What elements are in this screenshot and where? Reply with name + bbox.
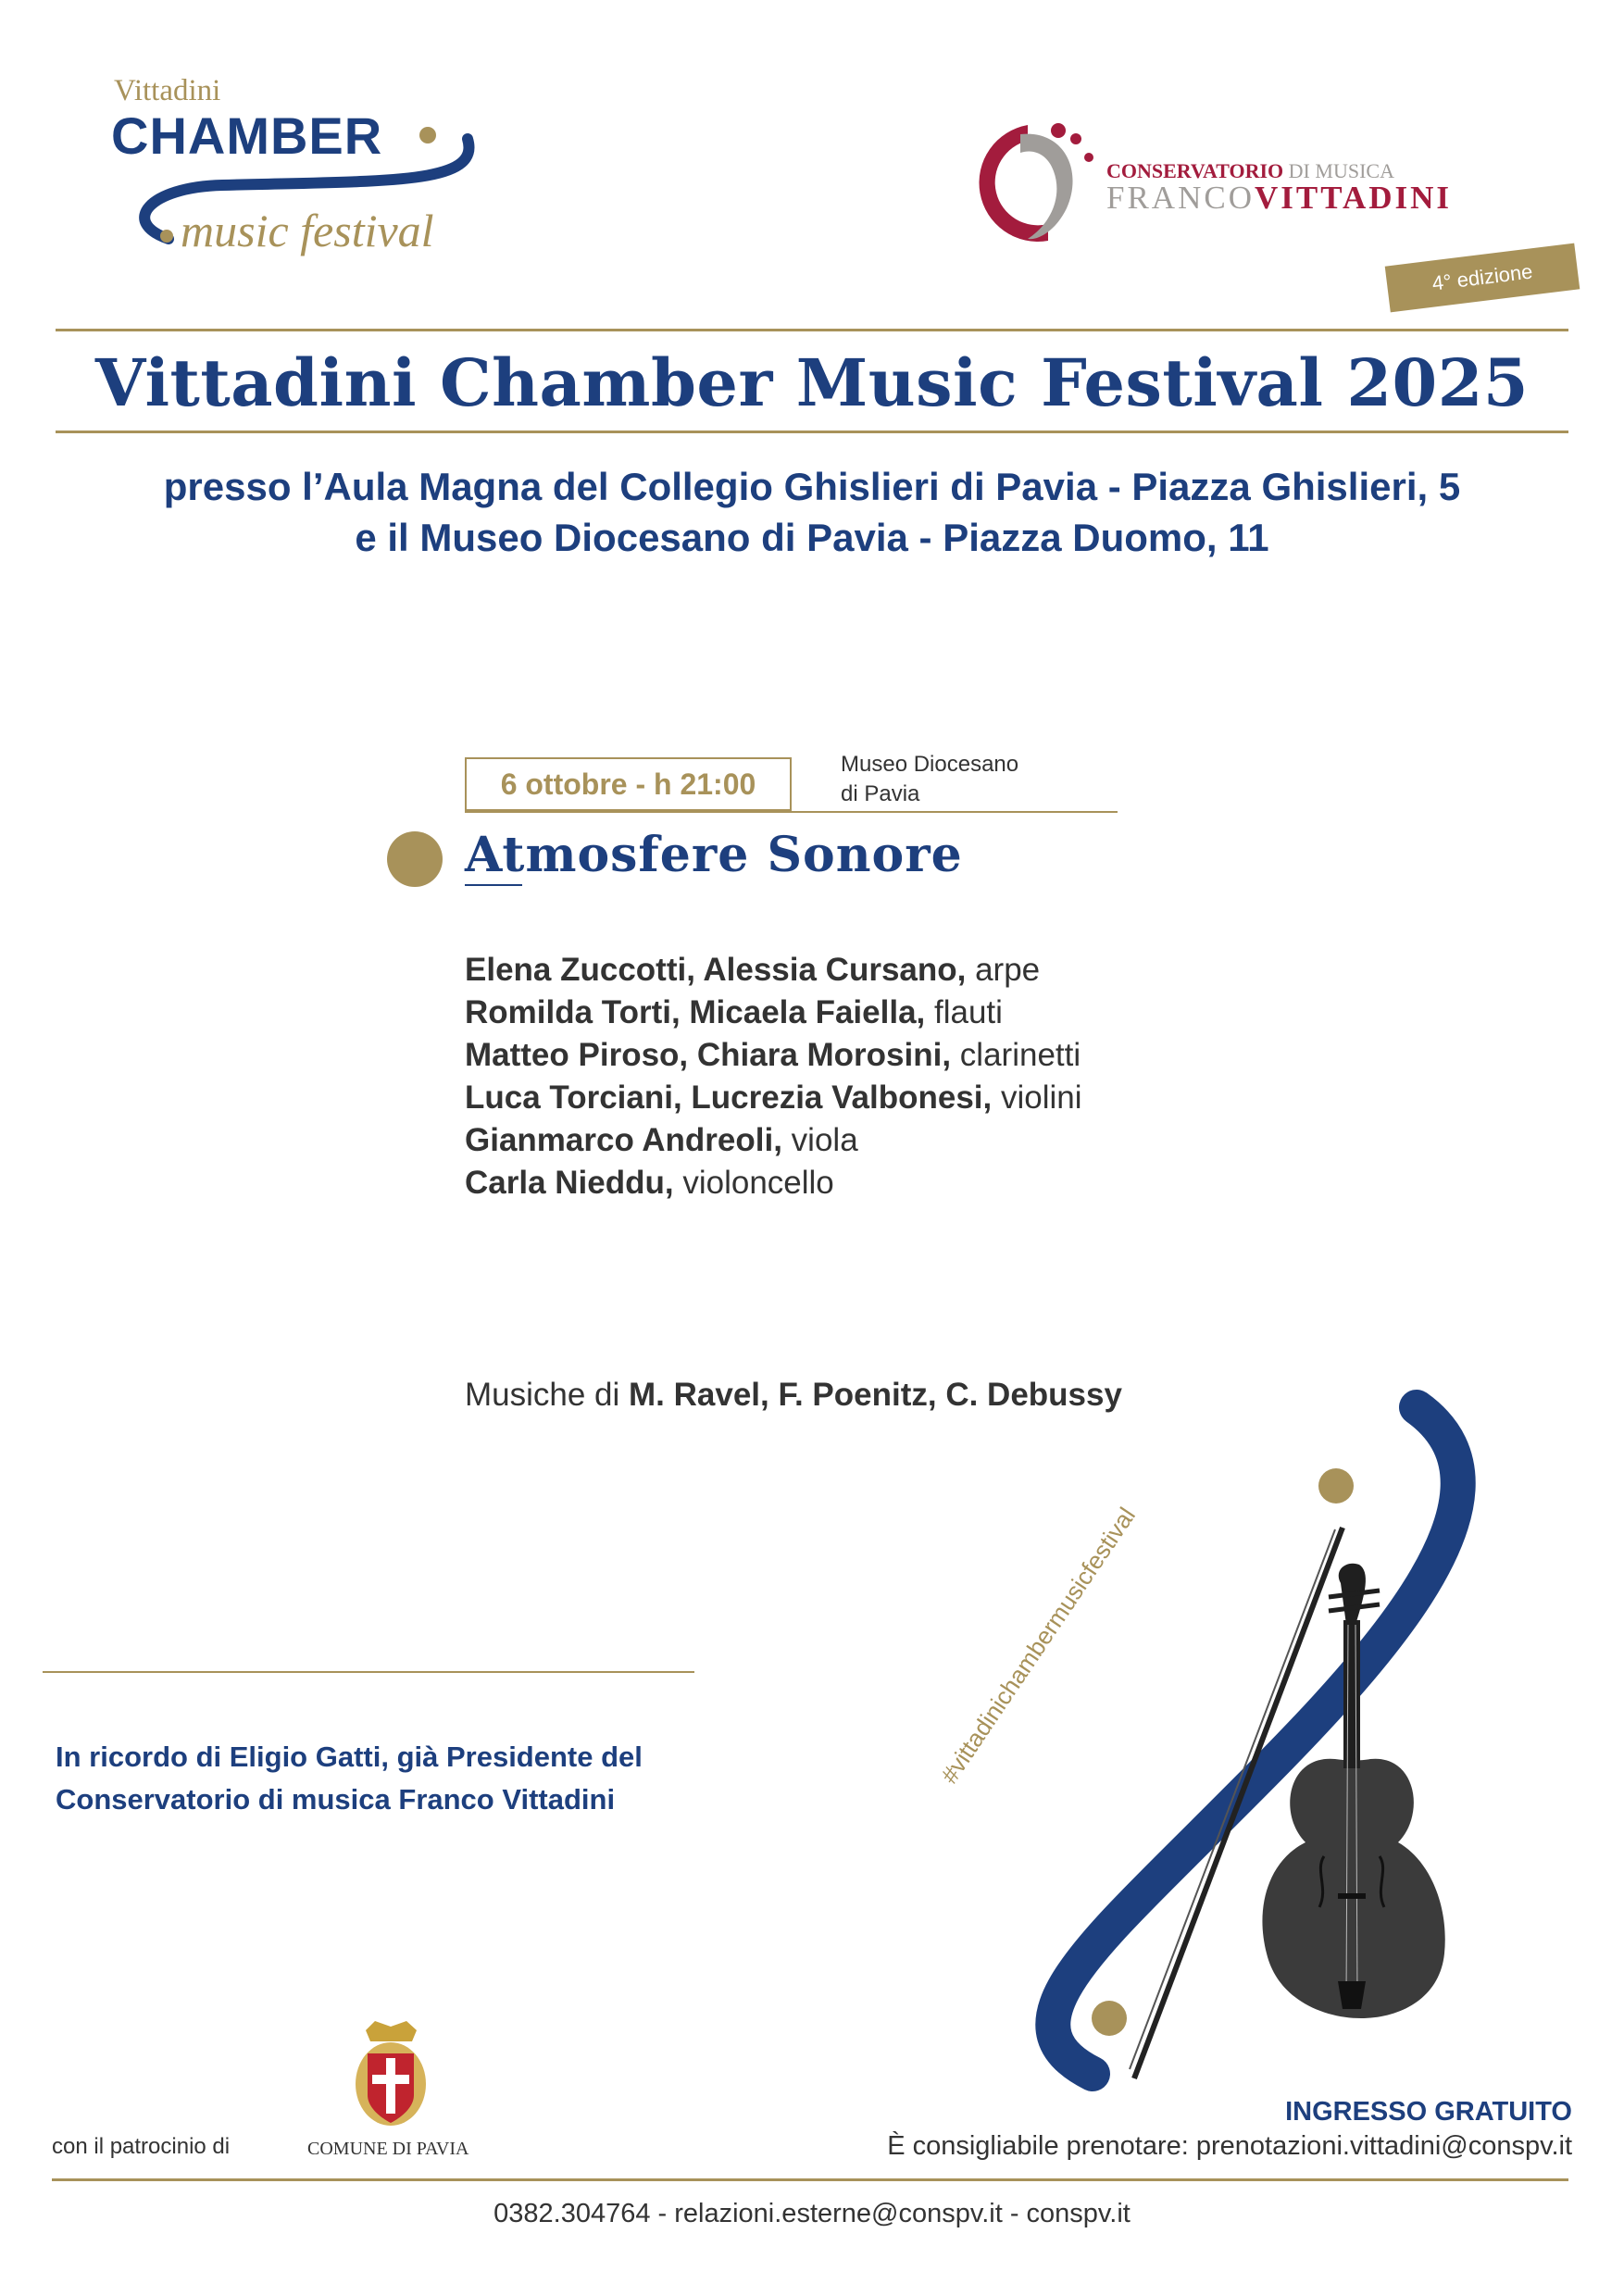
- hashtag: #vittadinichambermusicfestival: [935, 1502, 1142, 1789]
- pavia-crest-icon: [347, 2021, 435, 2132]
- title-bottom-rule: [56, 430, 1568, 433]
- festival-title: Vittadini Chamber Music Festival 2025: [94, 344, 1530, 421]
- footer-rule: [52, 2178, 1568, 2181]
- event-place: [841, 750, 1018, 810]
- comune-label: COMUNE DI PAVIA: [307, 2139, 469, 2159]
- performer-row: Gianmarco Andreoli, viola: [465, 1122, 858, 1158]
- venues: [0, 461, 1624, 564]
- event-place-line1: Museo Diocesano: [841, 752, 1019, 777]
- contacts: 0382.304764 - relazioni.esterne@conspv.it - conspv.it: [493, 2199, 1131, 2228]
- edition-badge: 4° edizione: [1385, 243, 1580, 313]
- concert-title: Atmosfere Sonore: [465, 827, 963, 883]
- event-bullet: [387, 831, 443, 887]
- festival-logo-line2: CHAMBER: [111, 106, 383, 165]
- venue-line-2: e il Museo Diocesano di Pavia - Piazza Duomo, 11: [355, 516, 1269, 560]
- program-composers: Musiche di M. Ravel, F. Poenitz, C. Debussy: [465, 1377, 1122, 1413]
- conservatory-dedicatee: FRANCOVITTADINI: [1106, 180, 1453, 216]
- free-entry: INGRESSO GRATUITO: [1285, 2097, 1572, 2127]
- memorial-line-1: In ricordo di Eligio Gatti, già Presidente del: [56, 1741, 643, 1773]
- event-header-rule: [465, 811, 1118, 813]
- event-date-time: 6 ottobre - h 21:00: [465, 757, 792, 811]
- booking-info: È consigliabile prenotare: prenotazioni.vittadini@conspv.it: [887, 2131, 1572, 2161]
- title-top-rule: [56, 329, 1568, 331]
- violin-illustration: [972, 1389, 1491, 2092]
- venue-line-1: presso l’Aula Magna del Collegio Ghislieri di Pavia - Piazza Ghislieri, 5: [163, 465, 1461, 508]
- conservatory-name: CONSERVATORIO DI MUSICA: [1106, 159, 1394, 182]
- performer-row: Matteo Piroso, Chiara Morosini, clarinetti: [465, 1037, 1081, 1073]
- performer-row: Elena Zuccotti, Alessia Cursano, arpe: [465, 952, 1041, 988]
- performer-list: [465, 949, 1082, 1204]
- concert-title-underline: [465, 884, 522, 886]
- performer-row: Luca Torciani, Lucrezia Valbonesi, violini: [465, 1079, 1082, 1116]
- patronage-label: con il patrocinio di: [52, 2134, 231, 2159]
- memorial-rule: [43, 1671, 694, 1673]
- festival-logo: [111, 74, 481, 268]
- memorial-line-2: Conservatorio di musica Franco Vittadini: [56, 1783, 616, 1816]
- festival-logo-line3: music festival: [181, 205, 434, 256]
- performer-row: Carla Nieddu, violoncello: [465, 1165, 834, 1201]
- memorial-note: [56, 1736, 643, 1821]
- performer-row: Romilda Torti, Micaela Faiella, flauti: [465, 994, 1003, 1030]
- festival-logo-line1: Vittadini: [114, 74, 221, 107]
- conservatory-emblem-icon: [963, 120, 1102, 250]
- event-place-line2: di Pavia: [841, 781, 920, 807]
- conservatory-logo: [963, 120, 1518, 250]
